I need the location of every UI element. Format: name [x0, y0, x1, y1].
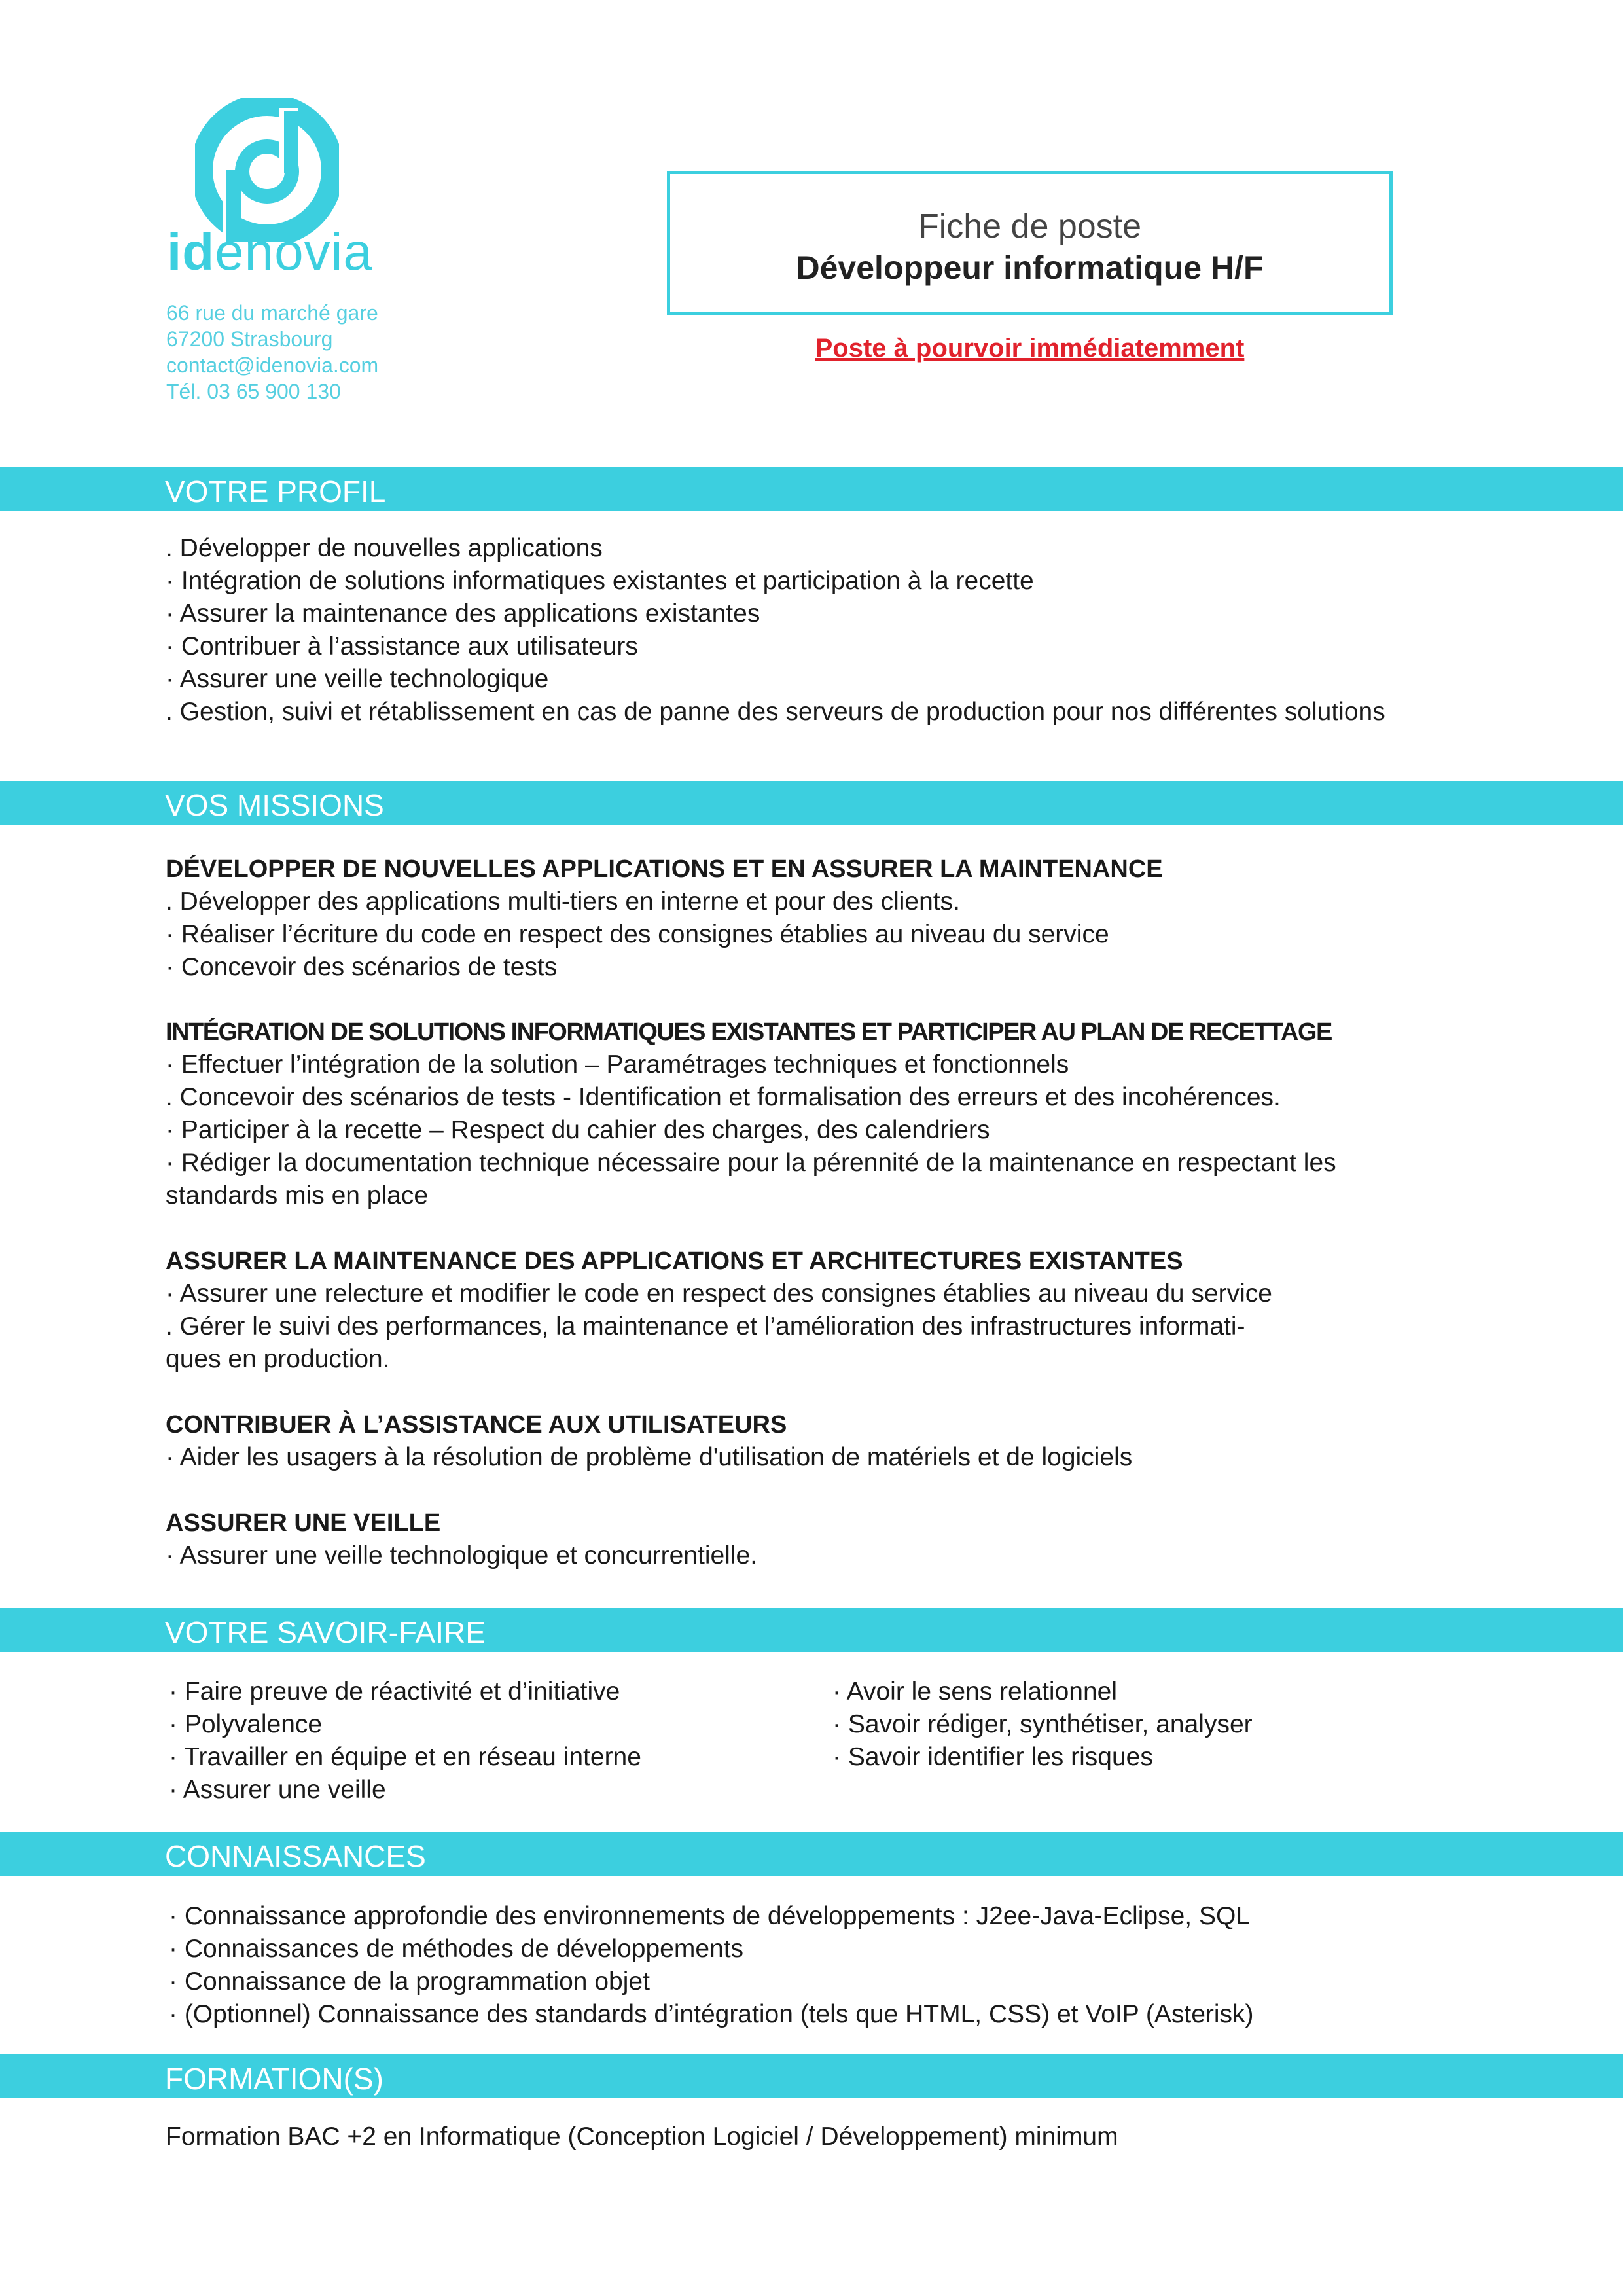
- mission-heading: CONTRIBUER À L’ASSISTANCE AUX UTILISATEURS: [166, 1411, 787, 1439]
- list-item: · Avoir le sens relationnel: [832, 1677, 1118, 1706]
- list-item: . Gérer le suivi des performances, la maintenance et l’amélioration des infrastructures informati-: [166, 1312, 1245, 1340]
- job-title-box: [667, 171, 1393, 315]
- list-item: · Assurer une veille technologique: [166, 665, 549, 693]
- address-phone: Tél. 03 65 900 130: [166, 380, 341, 403]
- list-item: · Réaliser l’écriture du code en respect des consignes établies au niveau du service: [166, 920, 1109, 948]
- list-item: · Rédiger la documentation technique nécessaire pour la pérennité de la maintenance en respectant les: [166, 1149, 1336, 1177]
- list-item: · Connaissance approfondie des environnements de développements : J2ee-Java-Eclipse, SQL: [169, 1902, 1250, 1930]
- savoir-faire-right: [832, 1676, 1253, 1774]
- profil-list: [166, 532, 1385, 728]
- missions-group-1: [166, 853, 1163, 984]
- list-item: . Développer de nouvelles applications: [166, 534, 603, 562]
- list-item: standards mis en place: [166, 1181, 429, 1210]
- urgent-note: Poste à pourvoir immédiatemment: [815, 334, 1245, 363]
- idenovia-logo: [195, 98, 339, 242]
- doc-type: Fiche de poste: [918, 207, 1142, 245]
- section-band-connaissances: [0, 1832, 1623, 1876]
- brand-bold: id: [167, 223, 215, 281]
- brand-rest: enovia: [215, 223, 373, 281]
- company-address: [166, 300, 378, 404]
- missions-group-5: [166, 1507, 757, 1572]
- mission-heading: ASSURER LA MAINTENANCE DES APPLICATIONS ET ARCHITECTURES EXISTANTES: [166, 1247, 1183, 1275]
- brand-wordmark: [167, 223, 373, 281]
- list-item: · Assurer une veille technologique et concurrentielle.: [166, 1541, 758, 1570]
- list-item: · Polyvalence: [169, 1710, 323, 1738]
- list-item: · (Optionnel) Connaissance des standards d’intégration (tels que HTML, CSS) et VoIP (Asterisk): [169, 2000, 1254, 2028]
- list-item: · Assurer une relecture et modifier le code en respect des consignes établies au niveau du service: [166, 1280, 1272, 1308]
- list-item: . Gestion, suivi et rétablissement en cas de panne des serveurs de production pour nos différentes solutions: [166, 698, 1385, 726]
- formation-text: Formation BAC +2 en Informatique (Conception Logiciel / Développement) minimum: [166, 2123, 1118, 2151]
- list-item: · Savoir identifier les risques: [832, 1743, 1153, 1771]
- list-item: . Concevoir des scénarios de tests - Identification et formalisation des erreurs et des incohérences.: [166, 1083, 1281, 1111]
- list-item: . Développer des applications multi-tiers en interne et pour des clients.: [166, 888, 960, 916]
- section-title-missions: VOS MISSIONS: [165, 788, 384, 822]
- address-city: 67200 Strasbourg: [166, 327, 333, 351]
- section-band-profil: [0, 467, 1623, 511]
- missions-group-2: [166, 1016, 1336, 1212]
- section-title-savoir-faire: VOTRE SAVOIR-FAIRE: [165, 1615, 486, 1649]
- list-item: · Intégration de solutions informatiques existantes et participation à la recette: [166, 567, 1034, 595]
- section-title-profil: VOTRE PROFIL: [165, 475, 386, 509]
- section-title-formation: FORMATION(S): [165, 2062, 383, 2096]
- list-item: · Participer à la recette – Respect du cahier des charges, des calendriers: [166, 1116, 990, 1144]
- address-street: 66 rue du marché gare: [166, 301, 378, 325]
- address-email[interactable]: contact@idenovia.com: [166, 353, 379, 377]
- list-item: · Assurer la maintenance des applications existantes: [166, 600, 760, 628]
- missions-group-3: [166, 1245, 1272, 1376]
- list-item: · Faire preuve de réactivité et d’initiative: [169, 1677, 620, 1706]
- job-title: Développeur informatique H/F: [796, 249, 1264, 286]
- list-item: · Effectuer l’intégration de la solution – Paramétrages techniques et fonctionnels: [166, 1050, 1069, 1079]
- mission-heading: INTÉGRATION DE SOLUTIONS INFORMATIQUES EXISTANTES ET PARTICIPER AU PLAN DE RECETTAGE: [166, 1018, 1332, 1046]
- list-item: · Connaissance de la programmation objet: [169, 1967, 650, 1996]
- savoir-faire-left: [169, 1676, 641, 1806]
- list-item: · Connaissances de méthodes de développements: [169, 1935, 744, 1963]
- connaissances-list: [169, 1900, 1254, 2031]
- list-item: · Concevoir des scénarios de tests: [166, 953, 558, 981]
- list-item: · Contribuer à l’assistance aux utilisateurs: [166, 632, 638, 660]
- mission-heading: ASSURER UNE VEILLE: [166, 1509, 441, 1537]
- list-item: · Travailler en équipe et en réseau interne: [169, 1743, 641, 1771]
- section-title-connaissances: CONNAISSANCES: [165, 1839, 426, 1873]
- list-item: ques en production.: [166, 1345, 390, 1373]
- section-band-formation: [0, 2054, 1623, 2098]
- section-band-savoir-faire: [0, 1608, 1623, 1652]
- list-item: · Assurer une veille: [169, 1776, 386, 1804]
- mission-heading: DÉVELOPPER DE NOUVELLES APPLICATIONS ET EN ASSURER LA MAINTENANCE: [166, 855, 1163, 883]
- section-band-missions: [0, 781, 1623, 825]
- list-item: · Aider les usagers à la résolution de problème d'utilisation de matériels et de logiciels: [166, 1443, 1133, 1471]
- formation-text-block: [166, 2121, 1118, 2153]
- missions-group-4: [166, 1408, 1132, 1474]
- list-item: · Savoir rédiger, synthétiser, analyser: [832, 1710, 1253, 1738]
